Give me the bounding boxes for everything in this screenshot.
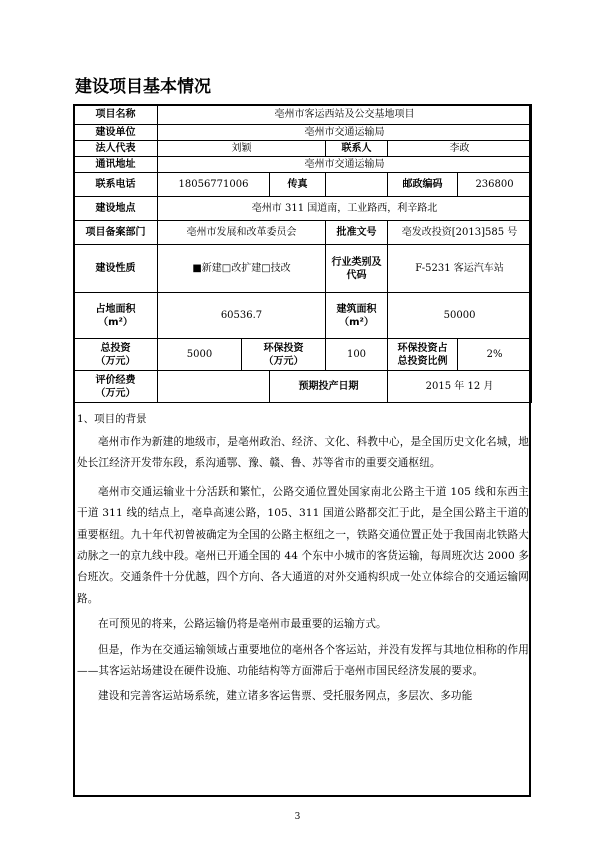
table-row	[74, 105, 532, 125]
fax-value	[326, 173, 388, 197]
table-row	[74, 339, 532, 371]
building-area-label-line2: （m²）	[339, 316, 374, 328]
industry-value: F-5231 客运汽车站	[388, 245, 532, 293]
table-row	[74, 197, 532, 221]
filing-dept-label: 项目备案部门	[74, 221, 158, 245]
contact-label: 联系人	[326, 141, 388, 157]
paragraph: 亳州市作为新建的地级市，是亳州政治、经济、文化、科教中心，是全国历史文化名城，地处长江经济开发带东段，系沟通鄂、豫、赣、鲁、苏等省市的重要交通枢纽。	[77, 436, 529, 470]
phone-value: 18056771006	[158, 173, 270, 197]
table-row	[74, 173, 532, 197]
contact-value: 李政	[388, 141, 532, 157]
approval-label: 批准文号	[326, 221, 388, 245]
start-date-value: 2015 年 12 月	[388, 371, 532, 403]
env-ratio-label	[388, 339, 458, 371]
paragraph: 建设和完善客运站场系统，建立诸多客运售票、受托服务网点，多层次、多功能	[98, 690, 473, 703]
builder-label: 建设单位	[74, 125, 158, 141]
eval-fee-label	[74, 371, 158, 403]
building-area-label	[326, 293, 388, 339]
paragraph: 在可预见的将来，公路运输仍将是亳州市最重要的运输方式。	[98, 618, 387, 631]
env-ratio-label-line2: 总投资比例	[397, 355, 448, 367]
project-info-table	[73, 104, 532, 403]
page-number: 3	[294, 812, 301, 822]
table-row	[74, 125, 532, 141]
eval-fee-label-line2: （万元）	[95, 387, 136, 399]
project-name-label: 项目名称	[74, 105, 158, 125]
env-invest-label-line2: （万元）	[263, 355, 304, 367]
building-area-value: 50000	[388, 293, 532, 339]
total-invest-label-line2: （万元）	[95, 355, 136, 367]
env-invest-value: 100	[326, 339, 388, 371]
eval-fee-value	[158, 371, 270, 403]
table-row	[74, 293, 532, 339]
building-area-label-line1: 建筑面积	[336, 303, 377, 315]
address-value: 亳州市交通运输局	[158, 157, 532, 173]
land-area-label	[74, 293, 158, 339]
total-invest-label-line1: 总投资	[100, 342, 131, 354]
fax-label: 传真	[270, 173, 326, 197]
legal-rep-value: 刘颖	[158, 141, 326, 157]
env-invest-label-line1: 环保投资	[263, 342, 304, 354]
table-row	[74, 141, 532, 157]
start-date-label: 预期投产日期	[270, 371, 388, 403]
land-area-label-line2: （m²）	[98, 316, 133, 328]
total-invest-label	[74, 339, 158, 371]
postcode-value: 236800	[458, 173, 532, 197]
approval-value: 亳发改投资[2013]585 号	[388, 221, 532, 245]
paragraph: 亳州市交通运输业十分活跃和繁忙，公路交通位置处国家南北公路主干道 105 线和东西主干道 311 线的结点上，亳阜高速公路，105、311 国道公路都交汇于此，是全国公路主干道的重要枢纽。九十年代初曾被确定为全国的公路主枢纽之一，铁路交通位置正处于我国南北铁路大动脉之一的京九线中段。亳州已开通全国的 44 个东中小城市的客货运输，每周班次达 2000 多台班次。交通条件十分优越，四个方向、各大通道的对外交通构织成一处立体综合的交通运输网路。	[77, 485, 529, 605]
section-heading: 1、项目的背景	[77, 413, 147, 425]
postcode-label: 邮政编码	[388, 173, 458, 197]
builder-value: 亳州市交通运输局	[158, 125, 532, 141]
table-row	[74, 371, 532, 403]
location-value: 亳州市 311 国道南，工业路西，利辛路北	[158, 197, 532, 221]
land-area-label-line1: 占地面积	[95, 303, 136, 315]
table-row	[74, 157, 532, 173]
page-title: 建设项目基本情况	[75, 77, 211, 97]
total-invest-value: 5000	[158, 339, 242, 371]
phone-label: 联系电话	[74, 173, 158, 197]
table-row	[74, 221, 532, 245]
paragraph: 但是，作为在交通运输领域占重要地位的亳州各个客运站，并没有发挥与其地位相称的作用——其客运站场建设在硬件设施、功能结构等方面滞后于亳州市国民经济发展的要求。	[77, 643, 529, 678]
background-section	[77, 409, 529, 708]
eval-fee-label-line1: 评价经费	[95, 374, 136, 386]
table-row	[74, 245, 532, 293]
location-label: 建设地点	[74, 197, 158, 221]
nature-value: ■新建□改扩建□技改	[158, 245, 326, 293]
env-ratio-label-line1: 环保投资占	[397, 342, 448, 354]
env-invest-label	[242, 339, 326, 371]
address-label: 通讯地址	[74, 157, 158, 173]
env-ratio-value: 2%	[458, 339, 532, 371]
land-area-value: 60536.7	[158, 293, 326, 339]
project-name-value: 亳州市客运西站及公交基地项目	[158, 105, 532, 125]
filing-dept-value: 亳州市发展和改革委员会	[158, 221, 326, 245]
legal-rep-label: 法人代表	[74, 141, 158, 157]
industry-label: 行业类别及代码	[326, 245, 388, 293]
nature-label: 建设性质	[74, 245, 158, 293]
